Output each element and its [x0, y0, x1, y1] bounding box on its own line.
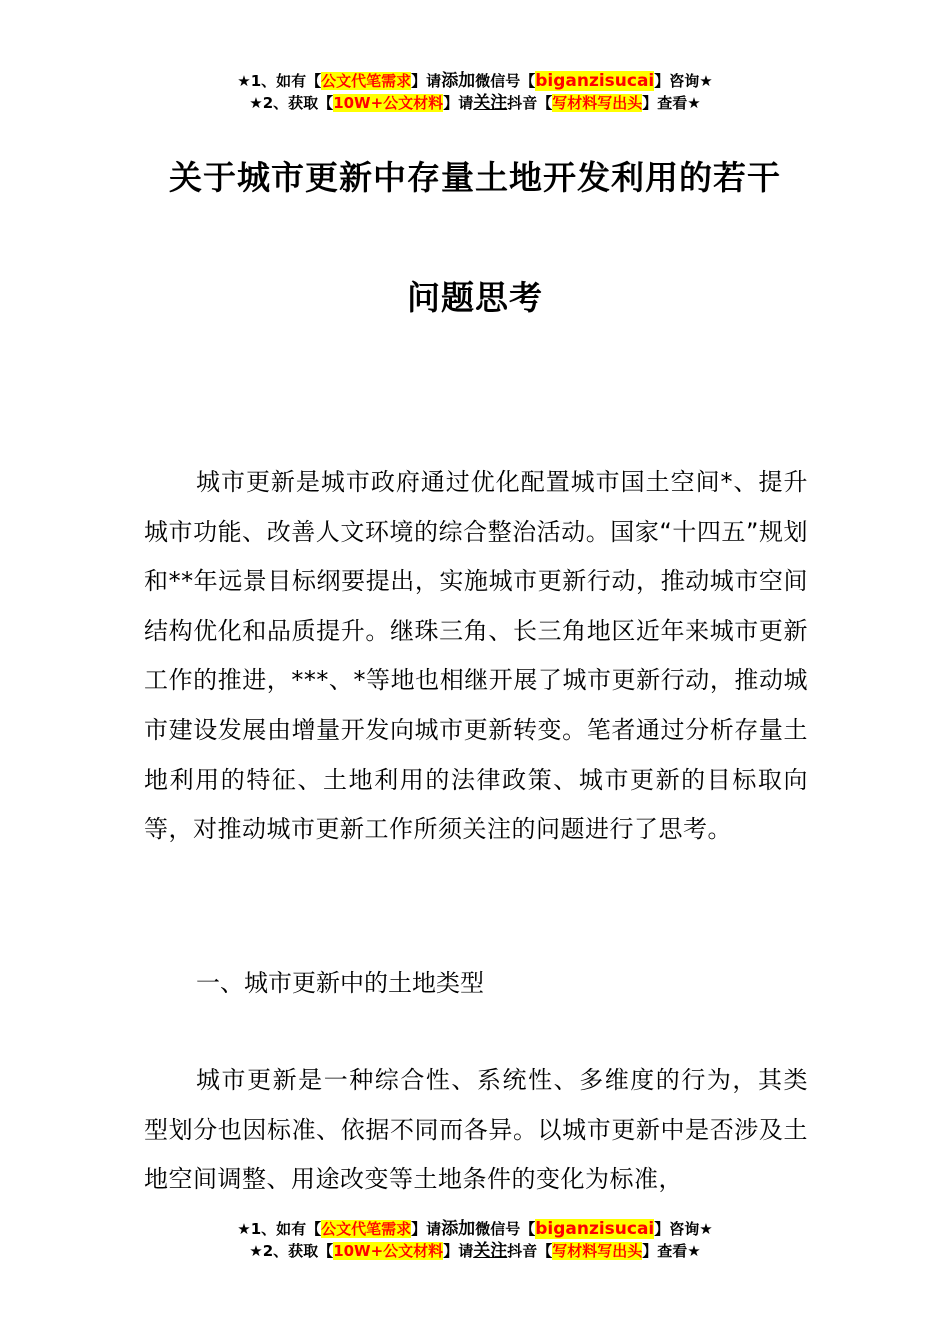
banner-text: 】咨询★ — [654, 1220, 713, 1238]
banner-line-2 — [0, 1240, 950, 1262]
banner-line-2 — [0, 92, 950, 114]
highlight-wechat-id: biganzisucai — [535, 71, 655, 91]
bottom-banner — [0, 1218, 950, 1262]
banner-text: 】咨询★ — [654, 72, 713, 90]
banner-text: 微信号【 — [475, 72, 536, 90]
banner-text: ★2、获取【 — [249, 1242, 334, 1260]
paragraph-section-1: 城市更新是一种综合性、系统性、多维度的行为，其类型划分也因标准、依据不同而各异。以城市更新中是否涉及土地空间调整、用途改变等土地条件的变化为标准， — [144, 1066, 808, 1194]
highlight-materials: 10W+公文材料 — [333, 1242, 444, 1260]
banner-text: 抖音【 — [507, 94, 553, 112]
banner-text: ★2、获取【 — [249, 94, 334, 112]
highlight-douyin-account: 写材料写出头 — [552, 94, 643, 112]
highlight-wechat-id: biganzisucai — [535, 1219, 655, 1239]
banner-text: ★1、如有【 — [237, 72, 322, 90]
banner-line-1 — [0, 70, 950, 92]
banner-text: 关注 — [473, 1241, 508, 1261]
banner-text: ★1、如有【 — [237, 1220, 322, 1238]
banner-text: 】请 — [443, 94, 474, 112]
paragraph-intro: 城市更新是城市政府通过优化配置城市国土空间*、提升城市功能、改善人文环境的综合整治活动。国家“十四五”规划和**年远景目标纲要提出，实施城市更新行动，推动城市空间结构优化和品质提升。继珠三角、长三角地区近年来城市更新工作的推进，***、*等地也相继开展了城市更新行动，推动城市建设发展由增量开发向城市更新转变。笔者通过分析存量土地利用的特征、土地利用的法律政策、城市更新的目标取向等，对推动城市更新工作所须关注的问题进行了思考。 — [144, 468, 808, 844]
document-title-line-1: 关于城市更新中存量土地开发利用的若干 — [169, 158, 781, 197]
banner-text: 】查看★ — [642, 1242, 701, 1260]
banner-text: 】请 — [411, 1220, 442, 1238]
top-banner — [0, 70, 950, 114]
document-title-line-2: 问题思考 — [407, 278, 543, 317]
banner-text: 微信号【 — [475, 1220, 536, 1238]
banner-line-1 — [0, 1218, 950, 1240]
banner-text: 抖音【 — [507, 1242, 553, 1260]
banner-text: 添加 — [441, 71, 476, 91]
section-heading-1: 一、城市更新中的土地类型 — [196, 969, 484, 997]
highlight-ghostwriting: 公文代笔需求 — [321, 72, 412, 90]
banner-text: 】请 — [411, 72, 442, 90]
banner-text: 】查看★ — [642, 94, 701, 112]
banner-text: 关注 — [473, 93, 508, 113]
highlight-ghostwriting: 公文代笔需求 — [321, 1220, 412, 1238]
banner-text: 】请 — [443, 1242, 474, 1260]
highlight-douyin-account: 写材料写出头 — [552, 1242, 643, 1260]
highlight-materials: 10W+公文材料 — [333, 94, 444, 112]
banner-text: 添加 — [441, 1219, 476, 1239]
